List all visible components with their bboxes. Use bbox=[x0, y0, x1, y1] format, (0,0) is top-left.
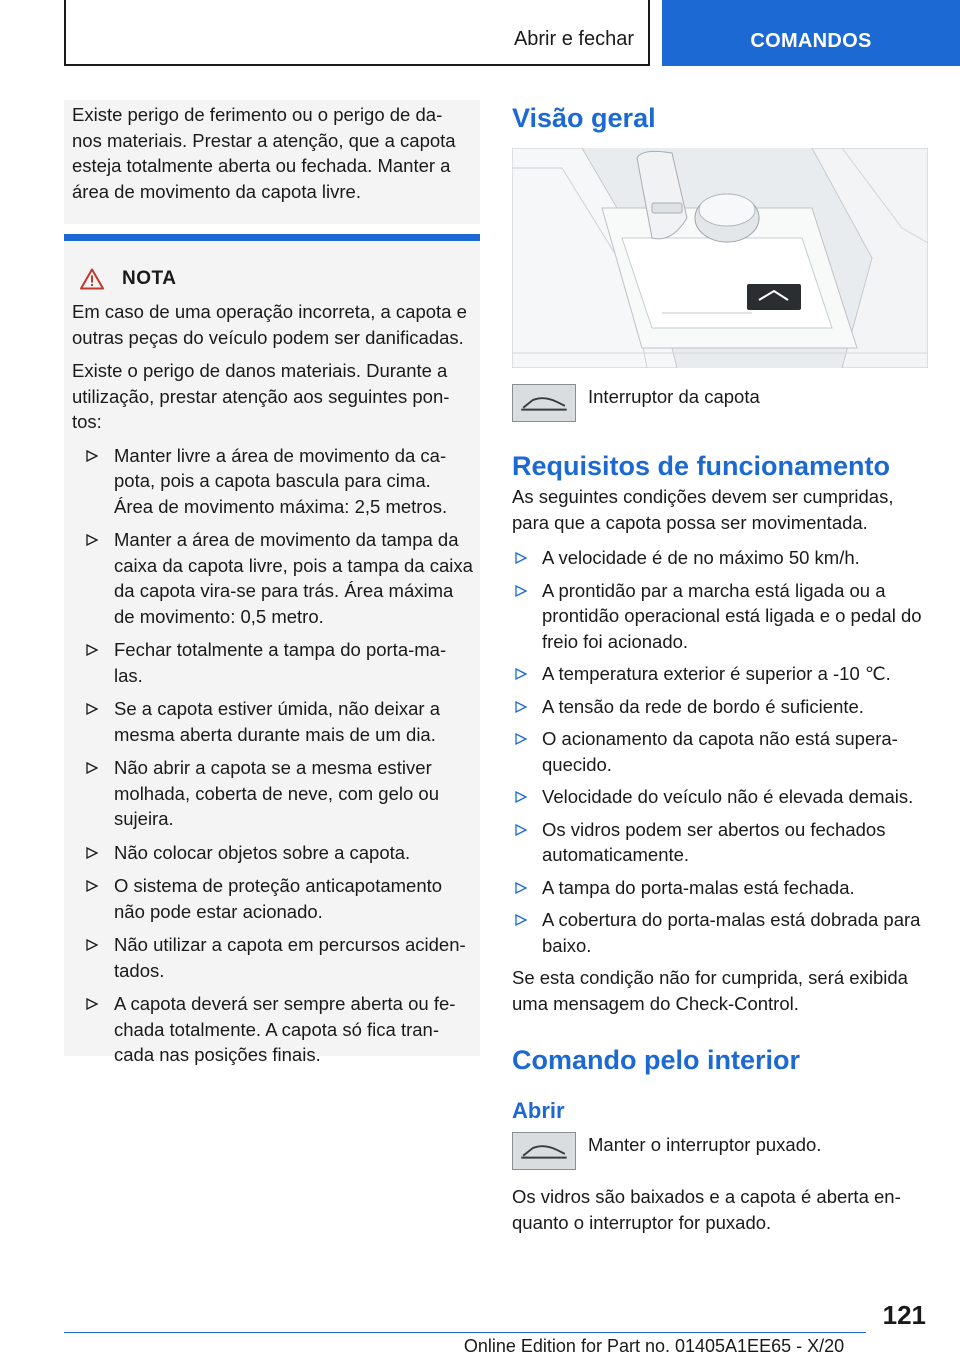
bullet-triangle-icon bbox=[515, 914, 527, 926]
caption-open bbox=[512, 1132, 932, 1170]
list-item: A tampa do porta-malas está fechada. bbox=[512, 875, 932, 901]
warning-continuation-box bbox=[64, 100, 480, 224]
chapter-tab bbox=[662, 0, 960, 66]
bullet-triangle-icon bbox=[86, 998, 98, 1010]
bullet-triangle-icon bbox=[86, 939, 98, 951]
list-item: Não abrir a capota se a mesma estiver molhada, coberta de neve, com gelo ou sujeira. bbox=[72, 755, 474, 832]
chapter-title: COMANDOS bbox=[750, 30, 872, 52]
footer-edition: Online Edition for Part no. 01405A1EE65 - X/20 bbox=[463, 1336, 845, 1356]
list-item: A temperatura exterior é superior a -10 ℃. bbox=[512, 661, 932, 687]
list-item: Manter livre a área de movimento da ca-pota, pois a capota bascula para cima. Área de movimento máxima: 2,5 metros. bbox=[72, 443, 474, 520]
heading-interior-control: Comando pelo interior bbox=[512, 1045, 801, 1075]
bullet-triangle-icon bbox=[86, 703, 98, 715]
bullet-triangle-icon bbox=[86, 880, 98, 892]
section-title: Abrir e fechar bbox=[513, 28, 634, 50]
heading-overview: Visão geral bbox=[512, 103, 656, 133]
console-illustration bbox=[512, 148, 928, 368]
list-item: A velocidade é de no máximo 50 km/h. bbox=[512, 545, 932, 571]
requirements-intro: As seguintes condições devem ser cumpridas, para que a capota possa ser movimentada. bbox=[512, 486, 894, 533]
heading-open: Abrir bbox=[512, 1098, 565, 1123]
list-item: Manter a área de movimento da tampa da caixa da capota livre, pois a tampa da caixa da capota vira-se para trás. Área máxima de movimento: 0,5 metro. bbox=[72, 527, 474, 629]
list-item: A prontidão par a marcha está ligada ou a prontidão operacional está ligada e o pedal do freio foi acionado. bbox=[512, 578, 932, 655]
open-description: Os vidros são baixados e a capota é aberta en-quanto o interruptor for puxado. bbox=[512, 1186, 901, 1233]
requirements-list bbox=[512, 545, 932, 958]
caption-switch bbox=[512, 384, 932, 422]
footer-divider bbox=[64, 1332, 866, 1333]
notice-paragraph-1: Em caso de uma operação incorreta, a capota e outras peças do veículo podem ser danificadas. bbox=[72, 301, 467, 348]
warning-triangle-icon bbox=[80, 268, 104, 290]
header-section-box bbox=[64, 0, 650, 66]
heading-requirements: Requisitos de funcionamento bbox=[512, 451, 891, 481]
bullet-triangle-icon bbox=[515, 733, 527, 745]
page-number: 121 bbox=[882, 1300, 926, 1330]
bullet-triangle-icon bbox=[86, 762, 98, 774]
requirements-outro: Se esta condição não for cumprida, será exibida uma mensagem do Check-Control. bbox=[512, 967, 908, 1014]
list-item: Velocidade do veículo não é elevada demais. bbox=[512, 784, 932, 810]
list-item: Não colocar objetos sobre a capota. bbox=[72, 840, 474, 866]
list-item: O sistema de proteção anticapotamento não pode estar acionado. bbox=[72, 873, 474, 924]
bullet-triangle-icon bbox=[515, 882, 527, 894]
notice-heading bbox=[80, 263, 474, 295]
bullet-triangle-icon bbox=[86, 644, 98, 656]
list-item: Se a capota estiver úmida, não deixar a mesma aberta durante mais de um dia. bbox=[72, 696, 474, 747]
bullet-triangle-icon bbox=[515, 552, 527, 564]
warning-intro-text: Existe perigo de ferimento ou o perigo de da-nos materiais. Prestar a atenção, que a capota esteja totalmente aberta ou fechada. Manter a área de movimento da capota livre. bbox=[72, 104, 456, 202]
bullet-triangle-icon bbox=[86, 450, 98, 462]
bullet-triangle-icon bbox=[515, 701, 527, 713]
bullet-triangle-icon bbox=[86, 534, 98, 546]
bullet-triangle-icon bbox=[86, 847, 98, 859]
bullet-triangle-icon bbox=[515, 585, 527, 597]
list-item: Não utilizar a capota em percursos aciden-tados. bbox=[72, 932, 474, 983]
list-item: Os vidros podem ser abertos ou fechados automaticamente. bbox=[512, 817, 932, 868]
center-console-drawing bbox=[512, 148, 928, 368]
left-column bbox=[64, 100, 480, 1065]
bullet-triangle-icon bbox=[515, 668, 527, 680]
notice-paragraph-2: Existe o perigo de danos materiais. Durante a utilização, prestar atenção aos seguintes pon-tos: bbox=[72, 360, 450, 432]
open-caption: Manter o interruptor puxado. bbox=[588, 1134, 822, 1155]
switch-caption: Interruptor da capota bbox=[588, 386, 760, 407]
convertible-top-switch-icon bbox=[512, 1132, 576, 1170]
bullet-triangle-icon bbox=[515, 824, 527, 836]
list-item: Fechar totalmente a tampa do porta-ma-las. bbox=[72, 637, 474, 688]
page-header bbox=[0, 0, 960, 66]
list-item: A cobertura do porta-malas está dobrada para baixo. bbox=[512, 907, 932, 958]
notice-box bbox=[64, 234, 480, 1065]
right-column bbox=[512, 100, 932, 1235]
list-item: A capota deverá ser sempre aberta ou fe-chada totalmente. A capota só fica tran-cada nas posições finais. bbox=[72, 991, 474, 1068]
convertible-top-switch-icon bbox=[512, 384, 576, 422]
list-item: A tensão da rede de bordo é suficiente. bbox=[512, 694, 932, 720]
list-item: O acionamento da capota não está supera-quecido. bbox=[512, 726, 932, 777]
bullet-triangle-icon bbox=[515, 791, 527, 803]
precautions-list bbox=[72, 443, 474, 1068]
notice-title: NOTA bbox=[122, 268, 177, 289]
